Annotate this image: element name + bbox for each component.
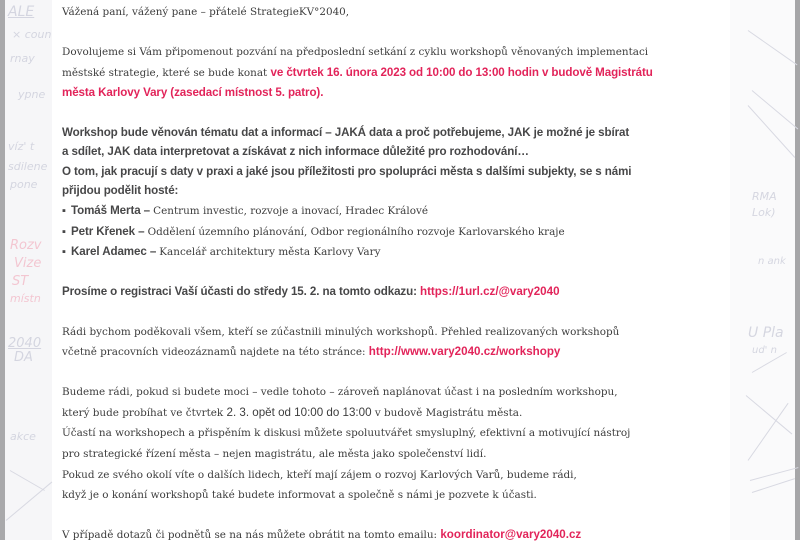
sketch-text: akce: [10, 430, 36, 443]
right-page-edge: [795, 0, 800, 540]
guest-name: Tomáš Merta: [71, 203, 141, 217]
sketch-text: ST: [12, 274, 29, 289]
sketch-text: místn: [10, 292, 41, 305]
sketch-text: × coun: [12, 28, 52, 41]
invite-others-text: Pokud ze svého okolí víte o dalších lidech, kteří mají zájem o rozvoj Karlových Varů, budeme rádi,: [62, 468, 577, 481]
registration-paragraph: [62, 282, 742, 302]
sketch-text: DA: [14, 350, 33, 365]
topic-line: přijdou podělit hosté:: [62, 184, 179, 198]
guest-dash: –: [140, 203, 154, 217]
bullet-icon: ▪: [62, 246, 66, 259]
guest-name: Karel Adamec: [71, 245, 147, 259]
workshops-link[interactable]: http://www.vary2040.cz/workshopy: [368, 345, 561, 359]
sketch-text: ALE: [8, 4, 35, 20]
sketch-text: n ank: [758, 256, 786, 267]
letter-body: [62, 0, 742, 546]
next-workshop-text: Budeme rádi, pokud si budete moci – vedle tohoto – zároveň naplánovat účast i na posledním workshopu,: [62, 386, 618, 399]
sketch-text: pone: [10, 178, 38, 191]
sketch-text: ud' n: [752, 345, 777, 356]
next-workshop-text: v budově Magistrátu města.: [371, 406, 523, 419]
guest-affiliation: Kancelář architektury města Karlovy Vary: [159, 246, 381, 259]
sketch-text: Vize: [14, 256, 42, 271]
sketch-text: U Pla: [748, 325, 784, 341]
next-workshop-paragraph: [62, 382, 742, 506]
next-workshop-date: 2. 3. opět od 10:00 do 13:00: [226, 405, 372, 419]
event-location-highlight: města Karlovy Vary (zasedací místnost 5. patro).: [62, 86, 324, 100]
sketch-text: Rozv: [10, 238, 42, 253]
sketch-text: rnay: [10, 52, 35, 65]
sketch-text: ypne: [18, 88, 46, 101]
topic-paragraph: [62, 123, 742, 201]
registration-link[interactable]: https://1url.cz/@vary2040: [419, 285, 560, 299]
sketch-text: sdilene: [8, 160, 48, 173]
participation-text: pro strategické řízení města – nejen magistrátu, ale města jako společenství lidí.: [62, 448, 487, 461]
thanks-text-cont: včetně pracovních videozáznamů najdete na této stránce:: [62, 346, 369, 359]
guest-item: [62, 201, 742, 222]
guest-dash: –: [135, 224, 148, 238]
invitation-paragraph: [62, 42, 742, 103]
contact-email-link[interactable]: koordinator@vary2040.cz: [440, 528, 582, 542]
contact-paragraph: [62, 525, 742, 546]
guest-affiliation: Centrum investic, rozvoje a inovací, Hradec Králové: [153, 204, 428, 217]
bullet-icon: ▪: [62, 225, 66, 238]
registration-text: Prosíme o registraci Vaší účasti do středy 15. 2. na tomto odkazu:: [62, 285, 420, 299]
sketch-text: 2040: [8, 336, 42, 351]
thanks-paragraph: [62, 322, 742, 363]
guest-item: [62, 242, 742, 263]
guest-affiliation: Oddělení územního plánování, Odbor regionálního rozvoje Karlovarského kraje: [147, 225, 565, 238]
guest-item: [62, 222, 742, 243]
event-date-highlight: ve čtvrtek 16. února 2023 od 10:00 do 13:00 hodin v budově Magistrátu: [270, 65, 653, 79]
next-workshop-text: který bude probíhat ve čtvrtek: [62, 406, 227, 419]
invitation-text-cont: městské strategie, které se bude konat: [62, 66, 271, 79]
sketch-text: víz' t: [8, 140, 35, 153]
guest-dash: –: [146, 245, 160, 259]
sketch-text: Lok): [752, 206, 776, 219]
participation-text: Účastí na workshopech a přispěním k diskusi můžete spoluutvářet smysluplný, efektivní a motivující nástroj: [62, 427, 631, 440]
greeting: Vážená paní, vážený pane – přátelé StrategieKV°2040,: [62, 6, 350, 18]
topic-line: a sdílet, JAK data interpretovat a získávat z nich informace důležité pro rozhodování…: [62, 145, 529, 159]
left-page-edge: [0, 0, 5, 540]
topic-line: O tom, jak pracují s daty v praxi a jaké jsou příležitosti pro spolupráci města s dalšími subjekty, se s námi: [62, 164, 632, 178]
guest-list: [62, 201, 742, 263]
invitation-text: Dovolujeme si Vám připomenout pozvání na předposlední setkání z cyklu workshopů věnovaných implementaci: [62, 46, 649, 59]
thanks-text: Rádi bychom poděkovali všem, kteří se zúčastnili minulých workshopů. Přehled realizovaných workshopů: [62, 325, 620, 338]
guest-name: Petr Křenek: [71, 224, 135, 238]
bullet-icon: ▪: [62, 204, 66, 217]
topic-line: Workshop bude věnován tématu dat a informací – JAKÁ data a proč potřebujeme, JAK je možné je sbírat: [62, 125, 630, 139]
sketch-text: RMA: [752, 190, 777, 203]
invite-others-text: když je o konání workshopů také budete informovat a společně s námi je pozvete k účasti.: [62, 489, 537, 502]
contact-text: V případě dotazů či podnětů se na nás můžete obrátit na tomto emailu:: [62, 529, 441, 542]
